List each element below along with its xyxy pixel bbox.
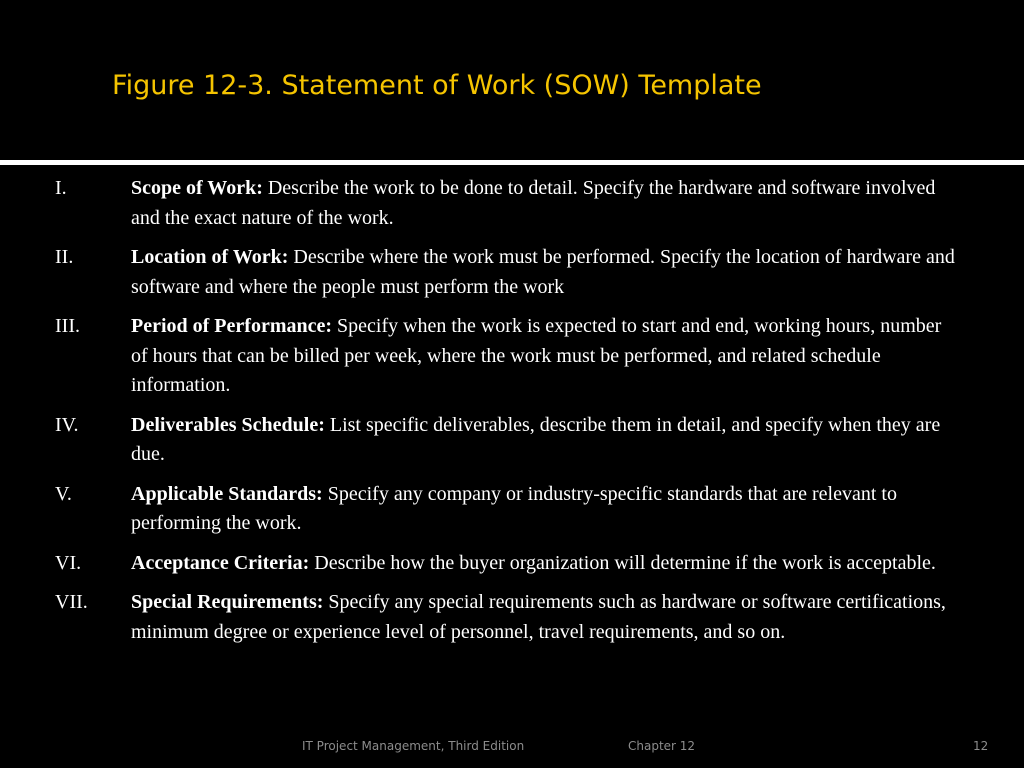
item-heading: Deliverables Schedule:	[131, 413, 325, 436]
item-description: Specify any company or industry-specific standards that are relevant to performing the work.	[131, 482, 897, 534]
footer-chapter: Chapter 12	[628, 739, 696, 753]
item-description: Describe how the buyer organization will determine if the work is acceptable.	[314, 551, 936, 574]
item-body	[131, 243, 961, 302]
item-body	[131, 312, 961, 401]
item-numeral: V.	[55, 482, 72, 505]
footer-book-title: IT Project Management, Third Edition	[302, 739, 525, 753]
sow-item-list	[0, 174, 1024, 657]
item-heading: Applicable Standards:	[131, 482, 323, 505]
item-description: Specify when the work is expected to start and end, working hours, number of hours that can be billed per week, where the work must be performed, and related schedule information.	[131, 315, 942, 396]
item-numeral: VI.	[55, 551, 82, 574]
sow-item-scope-of-work	[0, 174, 1024, 233]
item-numeral: I.	[55, 177, 67, 199]
footer-page-number: 12	[973, 739, 989, 753]
item-numeral: IV.	[55, 413, 79, 436]
item-body	[131, 480, 961, 539]
sow-item-location-of-work	[0, 243, 1024, 302]
sow-item-special-requirements	[0, 588, 1024, 647]
sow-item-acceptance-criteria	[0, 549, 1024, 579]
item-numeral: II.	[55, 246, 74, 268]
item-description: Describe where the work must be performed. Specify the location of hardware and software and where the people must perform the work	[131, 246, 955, 298]
sow-item-period-of-performance	[0, 312, 1024, 401]
item-numeral: VII.	[55, 591, 88, 613]
item-heading: Special Requirements:	[131, 591, 324, 613]
item-description: List specific deliverables, describe them in detail, and specify when they are due.	[131, 413, 941, 465]
item-description: Specify any special requirements such as hardware or software certifications, minimum degree or experience level of personnel, travel requirements, and so on.	[131, 591, 946, 643]
item-heading: Period of Performance:	[131, 315, 333, 337]
item-heading: Scope of Work:	[131, 177, 263, 199]
item-description: Describe the work to be done to detail. Specify the hardware and software involved and the exact nature of the work.	[131, 177, 936, 229]
item-body	[131, 588, 961, 647]
item-numeral: III.	[55, 315, 80, 337]
item-body	[131, 411, 961, 470]
item-heading: Location of Work:	[131, 246, 289, 268]
item-body	[131, 174, 961, 233]
slide-title: Figure 12-3. Statement of Work (SOW) Template	[112, 70, 762, 101]
title-divider	[0, 160, 1024, 165]
sow-item-applicable-standards	[0, 480, 1024, 539]
sow-item-deliverables-schedule	[0, 411, 1024, 470]
item-heading: Acceptance Criteria:	[131, 551, 310, 574]
item-body	[131, 549, 961, 579]
